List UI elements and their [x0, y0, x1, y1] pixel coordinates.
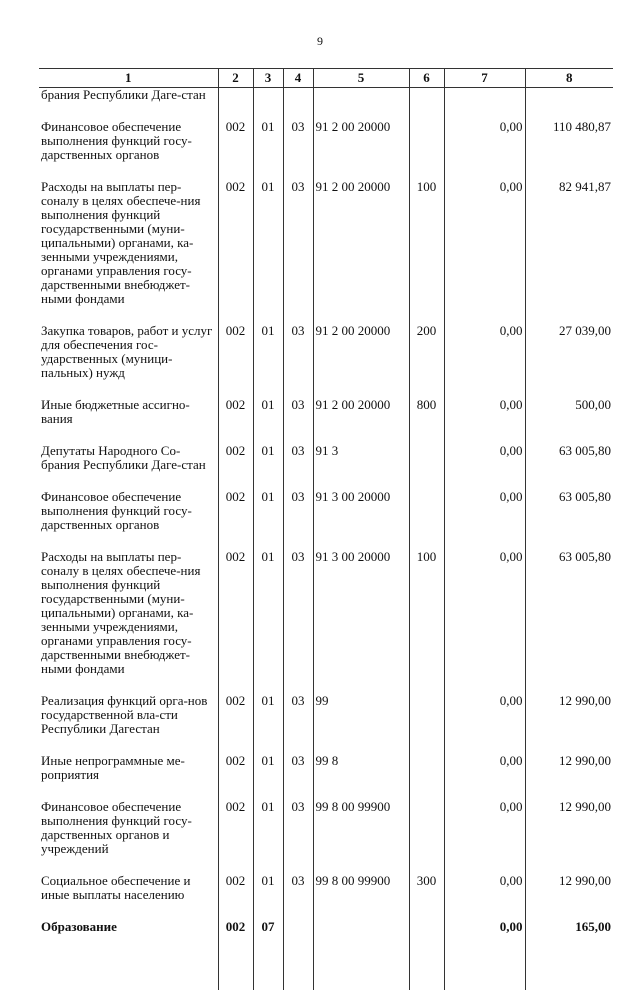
table-row [39, 550, 613, 694]
cell-expense-type [409, 754, 444, 800]
cell-target-article [313, 920, 409, 952]
cell-subsection: 03 [283, 444, 313, 490]
cell-expense-type [409, 444, 444, 490]
table-row-continuation [39, 952, 613, 990]
cell-expense-type: 100 [409, 180, 444, 324]
cell-amount-col8: 82 941,87 [525, 180, 613, 324]
budget-table-container [39, 68, 613, 990]
cell-amount-col7: 0,00 [444, 120, 525, 180]
cell-target-article: 91 2 00 20000 [313, 120, 409, 180]
cell-section: 07 [253, 920, 283, 952]
cell-ministry: 002 [218, 490, 253, 550]
table-row [39, 874, 613, 920]
cell-amount-col8: 63 005,80 [525, 444, 613, 490]
cell-subsection: 03 [283, 694, 313, 754]
page-number: 9 [0, 34, 640, 49]
cell-amount-col7: 0,00 [444, 754, 525, 800]
cell-expense-type [409, 694, 444, 754]
column-header-3: 3 [253, 69, 283, 88]
cell-ministry: 002 [218, 874, 253, 920]
empty-cell [525, 952, 613, 990]
cell-section [253, 88, 283, 121]
empty-cell [218, 952, 253, 990]
column-header-2: 2 [218, 69, 253, 88]
table-row [39, 88, 613, 121]
row-name: Социальное обеспечение и иные выплаты населению [39, 874, 218, 920]
row-name: Расходы на выплаты пер-соналу в целях обеспече-ния выполнения функций государственными (муни-ципальными) органами, ка-зенными учреждениями, органами управления госу-дарственными внебюджет-ными фондами [39, 180, 218, 324]
row-name: Финансовое обеспечение выполнения функций госу-дарственных органов [39, 490, 218, 550]
cell-expense-type [409, 920, 444, 952]
cell-expense-type [409, 88, 444, 121]
cell-target-article: 91 2 00 20000 [313, 398, 409, 444]
cell-ministry [218, 88, 253, 121]
cell-amount-col7: 0,00 [444, 874, 525, 920]
cell-expense-type: 100 [409, 550, 444, 694]
cell-subsection: 03 [283, 398, 313, 444]
cell-target-article: 91 2 00 20000 [313, 180, 409, 324]
row-name: Депутаты Народного Со-брания Республики Даге-стан [39, 444, 218, 490]
empty-cell [313, 952, 409, 990]
cell-amount-col8: 63 005,80 [525, 490, 613, 550]
cell-amount-col7: 0,00 [444, 398, 525, 444]
cell-target-article: 99 [313, 694, 409, 754]
cell-section: 01 [253, 874, 283, 920]
cell-amount-col8: 63 005,80 [525, 550, 613, 694]
cell-amount-col8: 110 480,87 [525, 120, 613, 180]
cell-target-article: 99 8 00 99900 [313, 874, 409, 920]
table-row [39, 398, 613, 444]
cell-expense-type: 300 [409, 874, 444, 920]
cell-subsection: 03 [283, 490, 313, 550]
row-name: брания Республики Даге-стан [39, 88, 218, 121]
column-header-8: 8 [525, 69, 613, 88]
cell-amount-col7: 0,00 [444, 180, 525, 324]
cell-ministry: 002 [218, 754, 253, 800]
column-header-5: 5 [313, 69, 409, 88]
cell-target-article: 91 3 00 20000 [313, 550, 409, 694]
table-row [39, 180, 613, 324]
cell-expense-type [409, 490, 444, 550]
table-row [39, 490, 613, 550]
cell-section: 01 [253, 324, 283, 398]
table-row [39, 920, 613, 952]
table-row [39, 800, 613, 874]
empty-cell [283, 952, 313, 990]
row-name: Закупка товаров, работ и услуг для обеспечения гос-ударственных (муници-пальных) нужд [39, 324, 218, 398]
empty-cell [444, 952, 525, 990]
cell-target-article: 99 8 [313, 754, 409, 800]
cell-ministry: 002 [218, 180, 253, 324]
cell-section: 01 [253, 120, 283, 180]
cell-subsection: 03 [283, 800, 313, 874]
empty-cell [409, 952, 444, 990]
cell-amount-col8: 12 990,00 [525, 874, 613, 920]
cell-amount-col8 [525, 88, 613, 121]
cell-section: 01 [253, 800, 283, 874]
cell-ministry: 002 [218, 550, 253, 694]
cell-amount-col8: 12 990,00 [525, 800, 613, 874]
cell-target-article: 99 8 00 99900 [313, 800, 409, 874]
row-name: Образование [39, 920, 218, 952]
row-name: Реализация функций орга-нов государственной вла-сти Республики Дагестан [39, 694, 218, 754]
cell-ministry: 002 [218, 444, 253, 490]
cell-subsection: 03 [283, 180, 313, 324]
row-name: Финансовое обеспечение выполнения функций госу-дарственных органов [39, 120, 218, 180]
cell-section: 01 [253, 398, 283, 444]
cell-subsection: 03 [283, 874, 313, 920]
column-header-1: 1 [39, 69, 218, 88]
cell-target-article: 91 3 [313, 444, 409, 490]
row-name: Расходы на выплаты пер-соналу в целях обеспече-ния выполнения функций государственными (муни-ципальными) органами, ка-зенными учреждениями, органами управления госу-дарственными внебюджет-ными фондами [39, 550, 218, 694]
cell-section: 01 [253, 694, 283, 754]
table-row [39, 694, 613, 754]
cell-expense-type: 200 [409, 324, 444, 398]
column-header-6: 6 [409, 69, 444, 88]
empty-cell [39, 952, 218, 990]
cell-amount-col8: 12 990,00 [525, 754, 613, 800]
row-name: Иные непрограммные ме-роприятия [39, 754, 218, 800]
cell-amount-col7: 0,00 [444, 550, 525, 694]
table-body [39, 88, 613, 990]
cell-target-article: 91 2 00 20000 [313, 324, 409, 398]
cell-ministry: 002 [218, 398, 253, 444]
cell-amount-col7: 0,00 [444, 324, 525, 398]
header-row [39, 69, 613, 88]
table-row [39, 120, 613, 180]
row-name: Финансовое обеспечение выполнения функций госу-дарственных органов и учреждений [39, 800, 218, 874]
table-row [39, 324, 613, 398]
column-header-7: 7 [444, 69, 525, 88]
cell-amount-col8: 27 039,00 [525, 324, 613, 398]
cell-subsection: 03 [283, 754, 313, 800]
cell-section: 01 [253, 550, 283, 694]
cell-ministry: 002 [218, 120, 253, 180]
cell-section: 01 [253, 490, 283, 550]
cell-section: 01 [253, 444, 283, 490]
cell-target-article [313, 88, 409, 121]
cell-ministry: 002 [218, 694, 253, 754]
cell-amount-col7 [444, 88, 525, 121]
cell-ministry: 002 [218, 800, 253, 874]
cell-amount-col8: 500,00 [525, 398, 613, 444]
cell-amount-col7: 0,00 [444, 490, 525, 550]
cell-subsection: 03 [283, 550, 313, 694]
cell-ministry: 002 [218, 324, 253, 398]
cell-subsection [283, 88, 313, 121]
cell-expense-type: 800 [409, 398, 444, 444]
empty-cell [253, 952, 283, 990]
cell-subsection: 03 [283, 324, 313, 398]
cell-amount-col7: 0,00 [444, 444, 525, 490]
cell-section: 01 [253, 754, 283, 800]
cell-amount-col7: 0,00 [444, 800, 525, 874]
cell-amount-col8: 12 990,00 [525, 694, 613, 754]
cell-section: 01 [253, 180, 283, 324]
cell-subsection [283, 920, 313, 952]
cell-expense-type [409, 800, 444, 874]
column-header-4: 4 [283, 69, 313, 88]
table-row [39, 444, 613, 490]
budget-table [39, 68, 613, 990]
cell-amount-col8: 165,00 [525, 920, 613, 952]
cell-amount-col7: 0,00 [444, 920, 525, 952]
cell-ministry: 002 [218, 920, 253, 952]
cell-amount-col7: 0,00 [444, 694, 525, 754]
row-name: Иные бюджетные ассигно-вания [39, 398, 218, 444]
cell-subsection: 03 [283, 120, 313, 180]
cell-target-article: 91 3 00 20000 [313, 490, 409, 550]
table-row [39, 754, 613, 800]
cell-expense-type [409, 120, 444, 180]
